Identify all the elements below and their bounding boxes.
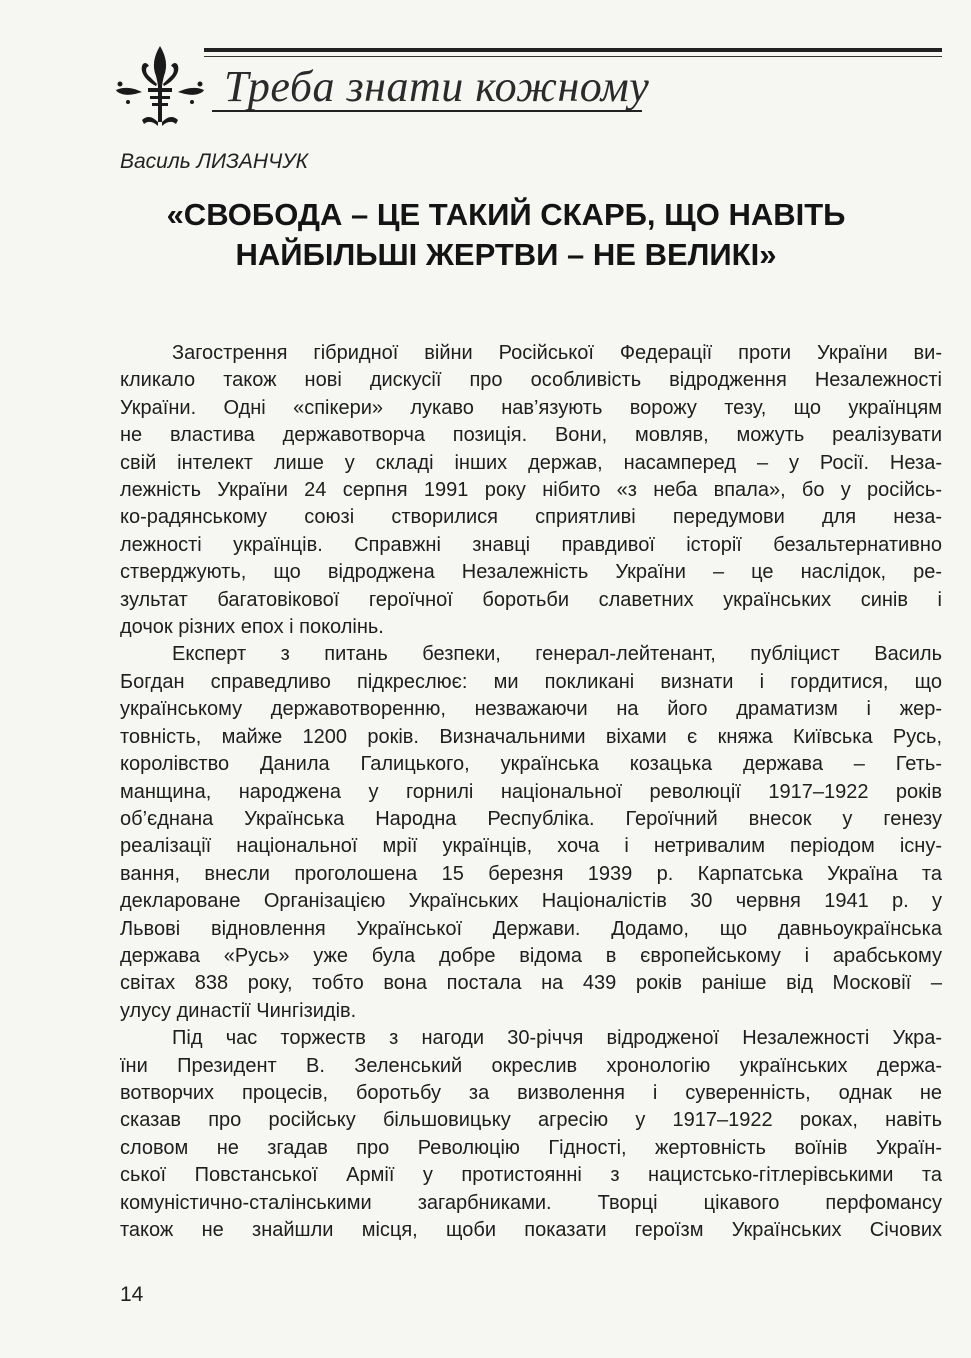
text-line: дочок різних епох і поколінь. xyxy=(120,616,384,639)
text-line: українському державотворенню, незважаючи на його драматизм і жер- xyxy=(120,698,942,721)
paragraph xyxy=(120,641,942,1025)
text-line: стверджують, що відроджена Незалежність України – це наслідок, ре- xyxy=(120,561,942,584)
text-line: вання, внесли проголошена 15 березня 1939 р. Карпатська Україна та xyxy=(120,862,942,885)
fleur-de-lis-icon xyxy=(112,40,208,136)
text-line: не властива державотворча позиція. Вони, мовляв, можуть реалізувати xyxy=(120,424,942,447)
text-line: ської Повстанської Армії у протистоянні з нацистсько-гітлерівськими та xyxy=(120,1164,942,1187)
text-line: їни Президент В. Зеленський окреслив хронологію українських держа- xyxy=(120,1054,942,1077)
text-line: лежність України 24 серпня 1991 року нібито «з неба впала», бо у російсь- xyxy=(120,479,942,502)
article-author: Василь ЛИЗАНЧУК xyxy=(120,150,309,173)
text-line: товність, майже 1200 років. Визначальними віхами є княжа Київська Русь, xyxy=(120,725,942,748)
header-rule-thin xyxy=(204,56,942,57)
article-body xyxy=(120,340,942,1244)
text-line: зультат багатовікової героїчної боротьби славетних українських синів і xyxy=(120,588,942,611)
text-line: Богдан справедливо підкреслює: ми покликані визнати і гордитися, що xyxy=(120,670,942,693)
text-line: об’єднана Українська Народна Республіка. Героїчний внесок у генезу xyxy=(120,807,942,830)
section-title-underline xyxy=(212,110,642,112)
section-title: Треба знати кожному xyxy=(224,62,650,111)
text-line: свій інтелект лише у складі інших держав, насамперед – у Росії. Неза- xyxy=(120,451,942,474)
text-line: комуністично-сталінськими загарбниками. Творці цікавого перфомансу xyxy=(120,1191,942,1214)
text-line: словом не згадав про Революцію Гідності, жертовність воїнів Україн- xyxy=(120,1136,942,1159)
text-line: вотворчих процесів, боротьбу за визволення і суверенність, однак не xyxy=(120,1081,942,1104)
text-line: королівство Данила Галицького, українська козацька держава – Геть- xyxy=(120,753,942,776)
text-line: манщина, народжена у горнилі національної революції 1917–1922 років xyxy=(120,780,942,803)
article-title xyxy=(100,195,912,275)
text-line: сказав про російську більшовицьку агресію у 1917–1922 роках, навіть xyxy=(120,1109,942,1132)
text-line: Експерт з питань безпеки, генерал-лейтенант, публіцист Василь xyxy=(172,643,942,666)
paragraph xyxy=(120,340,942,641)
text-line: кликало також нові дискусії про особливість відродження Незалежності xyxy=(120,369,942,392)
text-line: улусу династії Чингізидів. xyxy=(120,999,357,1022)
title-line: НАЙБІЛЬШІ ЖЕРТВИ – НЕ ВЕЛИКІ» xyxy=(235,237,777,272)
title-line: «СВОБОДА – ЦЕ ТАКИЙ СКАРБ, ЩО НАВІТЬ xyxy=(166,197,846,232)
paragraph xyxy=(120,1025,942,1244)
text-line: держава «Русь» уже була добре відома в європейському і арабському xyxy=(120,944,942,967)
text-line: лежності українців. Справжні знавці правдивої історії безальтернативно xyxy=(120,533,942,556)
text-line: України. Одні «спікери» лукаво нав’язують ворожу тезу, що українцям xyxy=(120,396,942,419)
text-line: декларoване Організацією Українських Націоналістів 30 червня 1941 р. у xyxy=(120,890,942,913)
text-line: реалізації національної мрії українців, хоча і нетривалим періодом існу- xyxy=(120,835,942,858)
section-header xyxy=(112,40,942,140)
header-rule-thick xyxy=(204,48,942,52)
text-line: світах 838 року, тобто вона постала на 439 років раніше від Московії – xyxy=(120,972,942,995)
text-line: Загострення гібридної війни Російської Федерації проти України ви- xyxy=(172,342,942,364)
text-line: також не знайшли місця, щоби показати героїзм Українських Січових xyxy=(120,1219,942,1241)
text-line: Львові відновлення Української Держави. Додамо, що давньоукраїнська xyxy=(120,917,942,940)
text-line: Під час торжеств з нагоди 30-річчя відродженої Незалежності Укра- xyxy=(172,1027,942,1050)
text-line: ко-радянському союзі створилися сприятливі передумови для неза- xyxy=(120,506,942,529)
page-number: 14 xyxy=(120,1283,144,1306)
